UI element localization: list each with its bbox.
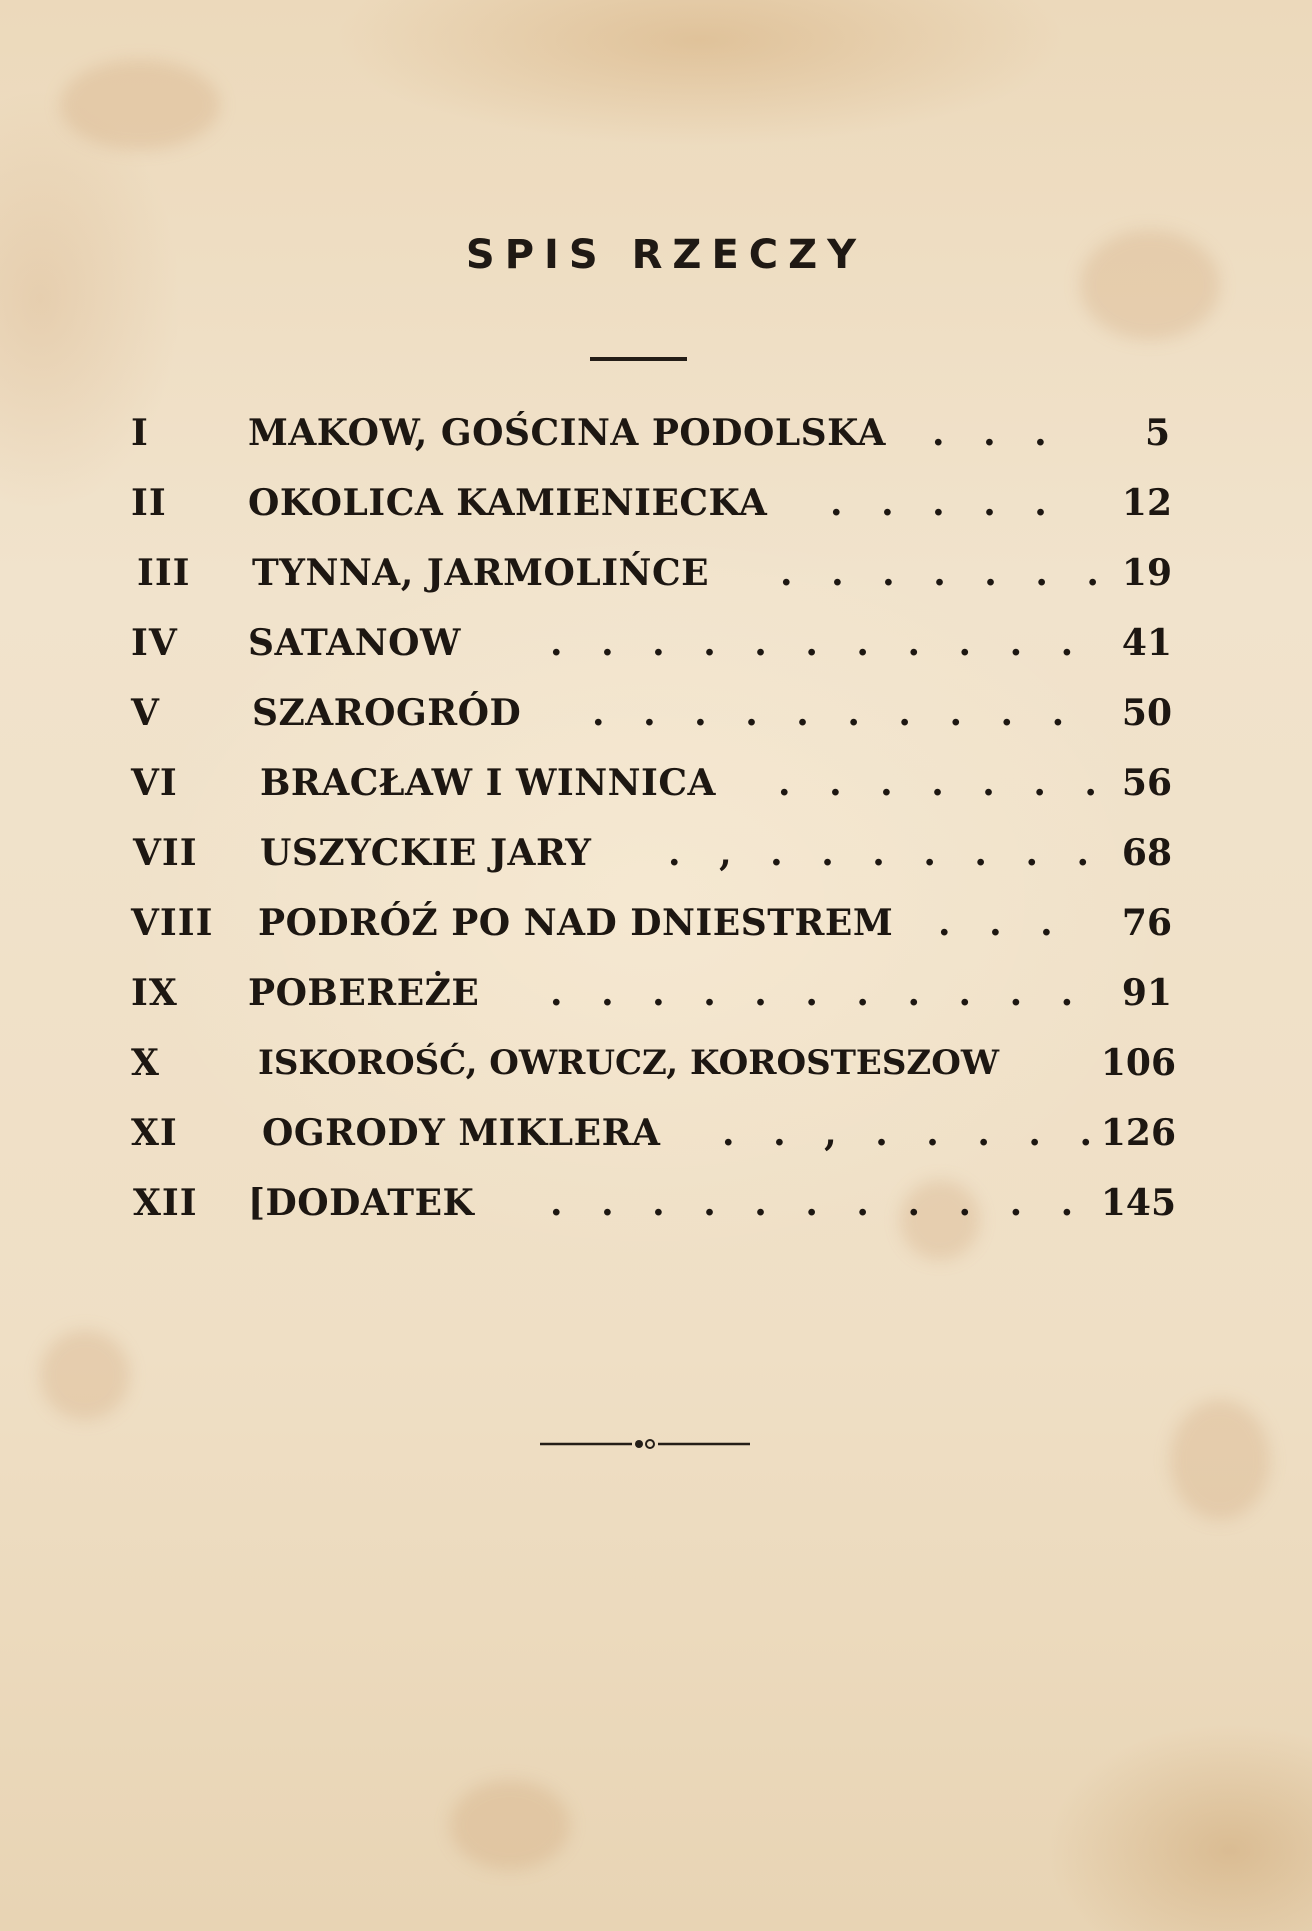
chapter-number: VI — [131, 762, 178, 804]
dot-leader: . . . — [932, 412, 1060, 454]
paper-stain — [1170, 1400, 1270, 1520]
chapter-number: III — [137, 552, 191, 594]
page-number: 76 — [1121, 902, 1172, 944]
page-number: 19 — [1121, 552, 1172, 594]
title-rule — [590, 357, 687, 361]
chapter-number: IX — [131, 972, 178, 1014]
page-number: 12 — [1121, 482, 1172, 524]
chapter-number: VII — [133, 832, 198, 874]
page-number: 41 — [1121, 622, 1172, 664]
chapter-title: MAKOW, GOŚCINA PODOLSKA — [248, 412, 886, 454]
page-number: 68 — [1121, 832, 1172, 874]
toc-entry — [0, 1103, 1312, 1163]
chapter-title: ISKOROŚĆ, OWRUCZ, KOROSTESZOW — [258, 1043, 1000, 1083]
toc-entry — [0, 823, 1312, 883]
paper-stain — [60, 60, 220, 150]
chapter-number: VIII — [131, 902, 214, 944]
chapter-number: II — [131, 482, 167, 524]
chapter-title: SZAROGRÓD — [252, 692, 522, 734]
page-number: 5 — [1144, 412, 1170, 454]
chapter-title: OGRODY MIKLERA — [262, 1112, 661, 1154]
toc-entry — [0, 473, 1312, 533]
dot-leader: . . . . . . . . . . . — [550, 972, 1087, 1014]
page-number: 145 — [1100, 1182, 1176, 1224]
chapter-number: XII — [133, 1182, 198, 1224]
dot-leader: . . . — [938, 902, 1066, 944]
toc-entry — [0, 613, 1312, 673]
toc-entry — [0, 683, 1312, 743]
dot-leader: . . . . . — [830, 482, 1060, 524]
chapter-number: XI — [131, 1112, 178, 1154]
page-number: 126 — [1100, 1112, 1176, 1154]
page-number: 106 — [1100, 1042, 1176, 1084]
page-number: 91 — [1121, 972, 1172, 1014]
chapter-title: OKOLICA KAMIENIECKA — [248, 482, 768, 524]
toc-entry — [0, 403, 1312, 463]
page-number: 50 — [1121, 692, 1172, 734]
toc-entry — [0, 543, 1312, 603]
chapter-title: BRACŁAW I WINNICA — [260, 762, 716, 804]
chapter-title: TYNNA, JARMOLIŃCE — [252, 552, 710, 594]
page-number: 56 — [1121, 762, 1172, 804]
paper-stain — [40, 1330, 130, 1420]
toc-entry — [0, 1173, 1312, 1233]
toc-entry — [0, 963, 1312, 1023]
chapter-title: USZYCKIE JARY — [260, 832, 592, 874]
ornament-divider — [540, 1432, 750, 1456]
dot-leader: . . , . . . . . — [722, 1112, 1105, 1154]
dot-leader: . . . . . . . . . . . — [550, 1182, 1087, 1224]
dot-leader: . . . . . . . — [780, 552, 1112, 594]
dot-leader: . . . . . . . . . . — [592, 692, 1078, 734]
chapter-title: SATANOW — [248, 622, 461, 664]
chapter-title: POBEREŻE — [248, 972, 480, 1014]
toc-entry — [0, 753, 1312, 813]
chapter-number: IV — [131, 622, 178, 664]
toc-entry — [0, 1033, 1312, 1093]
paper-stain — [450, 1780, 570, 1870]
chapter-title: PODRÓŹ PO NAD DNIESTREM — [258, 902, 894, 944]
chapter-number: V — [131, 692, 160, 734]
chapter-number: I — [131, 412, 149, 454]
dot-leader: . . . . . . . — [778, 762, 1110, 804]
chapter-title: [DODATEK — [248, 1182, 475, 1224]
toc-entry — [0, 893, 1312, 953]
dot-leader: . , . . . . . . . — [668, 832, 1103, 874]
page-title: SPIS RZECZY — [465, 232, 867, 278]
dot-leader: . . . . . . . . . . . — [550, 622, 1087, 664]
chapter-number: X — [131, 1042, 160, 1084]
